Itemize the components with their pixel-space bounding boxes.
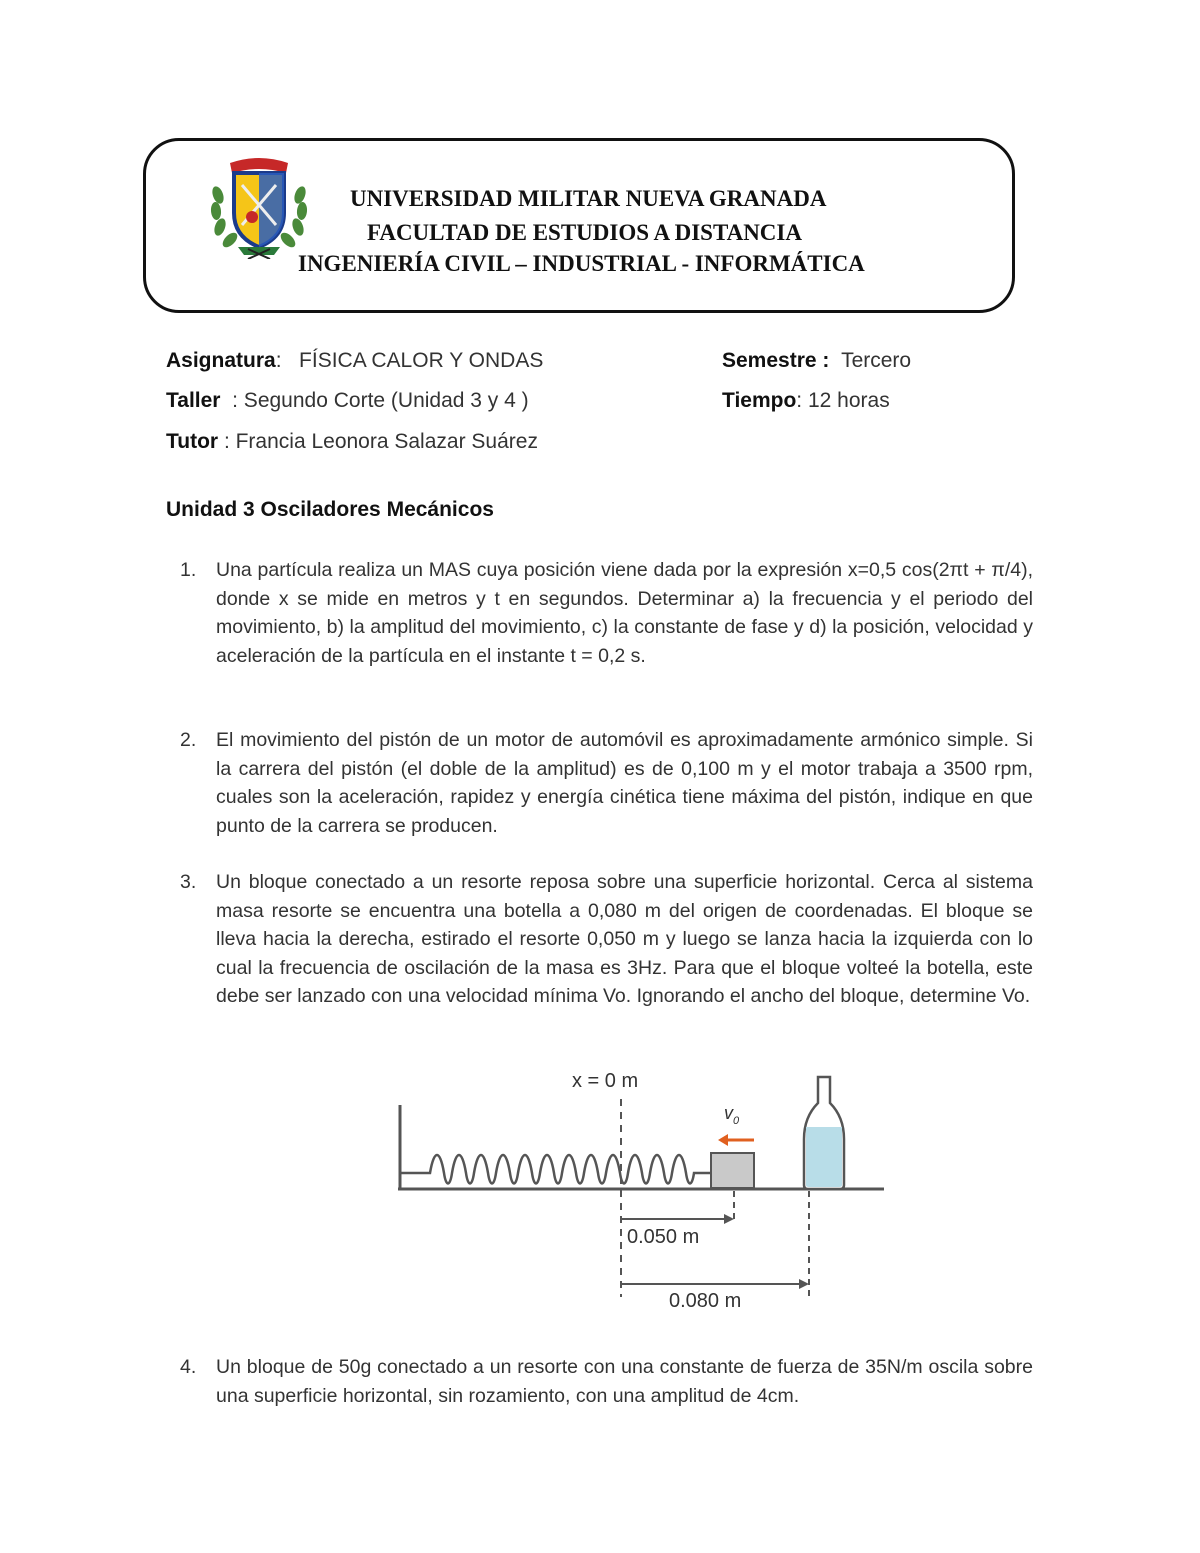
problem-number: 3.: [180, 871, 197, 893]
spring-block-figure: [388, 1063, 888, 1317]
semestre-value: Tercero: [841, 349, 912, 372]
problem-text: Un bloque de 50g conectado a un resorte con una constante de fuerza de 35N/m oscila sobre una superficie horizontal, sin rozamiento, con una amplitud de 4cm.: [216, 1356, 1033, 1407]
dist1-arrow-head: [724, 1214, 734, 1224]
taller-label: Taller: [166, 389, 221, 412]
dist2-arrow-head: [799, 1279, 809, 1289]
dist1-label: 0.050 m: [627, 1226, 700, 1248]
problem-number: 2.: [180, 729, 197, 751]
tiempo-row: [722, 389, 890, 413]
problem-text: El movimiento del pistón de un motor de automóvil es aproximadamente armónico simple. Si la carrera del pistón (el doble de la amplitud) es de 0,100 m y el motor trabaja a 3500 rpm, cuales son la aceleración, rapidez y energía cinética tiene máxima del pistón, indique en que punto de la carrera se producen.: [216, 729, 1033, 837]
problem-item: [180, 726, 1033, 840]
programs-line: INGENIERÍA CIVIL – INDUSTRIAL - INFORMÁTICA: [298, 251, 865, 276]
semestre-label: Semestre :: [722, 349, 830, 372]
taller-row: [166, 389, 529, 413]
block-shape: [711, 1153, 754, 1188]
semestre-row: [722, 349, 911, 373]
spring-icon: [400, 1155, 710, 1184]
dist2-label: 0.080 m: [669, 1290, 742, 1312]
problem-number: 1.: [180, 559, 197, 581]
tiempo-label: Tiempo: [722, 389, 797, 412]
bottle-liquid: [806, 1127, 842, 1187]
problem-item: [180, 868, 1033, 1011]
problem-text: Una partícula realiza un MAS cuya posición viene dada por la expresión x=0,5 cos(2πt + π/4), donde x se mide en metros y t en segundos. Determinar a) la frecuencia y el periodo del movimiento, b) la amplitud del movimiento, c) la constante de fase y d) la posición, velocidad y aceleración de la partícula en el instante t = 0,2 s.: [216, 559, 1033, 667]
taller-value: : Segundo Corte (Unidad 3 y 4 ): [232, 389, 529, 412]
section-title: Unidad 3 Osciladores Mecánicos: [166, 498, 494, 521]
asignatura-row: Asignatura: FÍSICA CALOR Y ONDAS: [166, 349, 544, 372]
problem-item: [180, 556, 1033, 670]
asignatura-label: Asignatura: [166, 349, 276, 372]
tutor-label: Tutor: [166, 430, 219, 453]
tutor-row: [166, 430, 538, 454]
tiempo-value: : 12 horas: [796, 389, 890, 412]
velocity-arrow-head: [718, 1134, 728, 1146]
asignatura-value: FÍSICA CALOR Y ONDAS: [299, 349, 544, 372]
problem-number: 4.: [180, 1356, 197, 1378]
tutor-value: : Francia Leonora Salazar Suárez: [223, 430, 538, 453]
faculty-name: FACULTAD DE ESTUDIOS A DISTANCIA: [367, 220, 802, 245]
origin-label: x = 0 m: [572, 1070, 639, 1092]
velocity-label: $v_0$: [724, 1103, 740, 1127]
university-crest-icon: [208, 155, 310, 259]
problem-text: Un bloque conectado a un resorte reposa sobre una superficie horizontal. Cerca al sistema masa resorte se encuentra una botella a 0,080 m del origen de coordenadas. El bloque se lleva hacia la derecha, estirado el resorte 0,050 m y luego se lanza hacia la izquierda con lo cual la frecuencia de oscilación de la masa es 3Hz. Para que el bloque volteé la botella, este debe ser lanzado con una velocidad mínima Vo. Ignorando el ancho del bloque, determine Vo.: [216, 871, 1033, 1007]
university-name: UNIVERSIDAD MILITAR NUEVA GRANADA: [350, 186, 827, 211]
problem-item: [180, 1353, 1033, 1410]
